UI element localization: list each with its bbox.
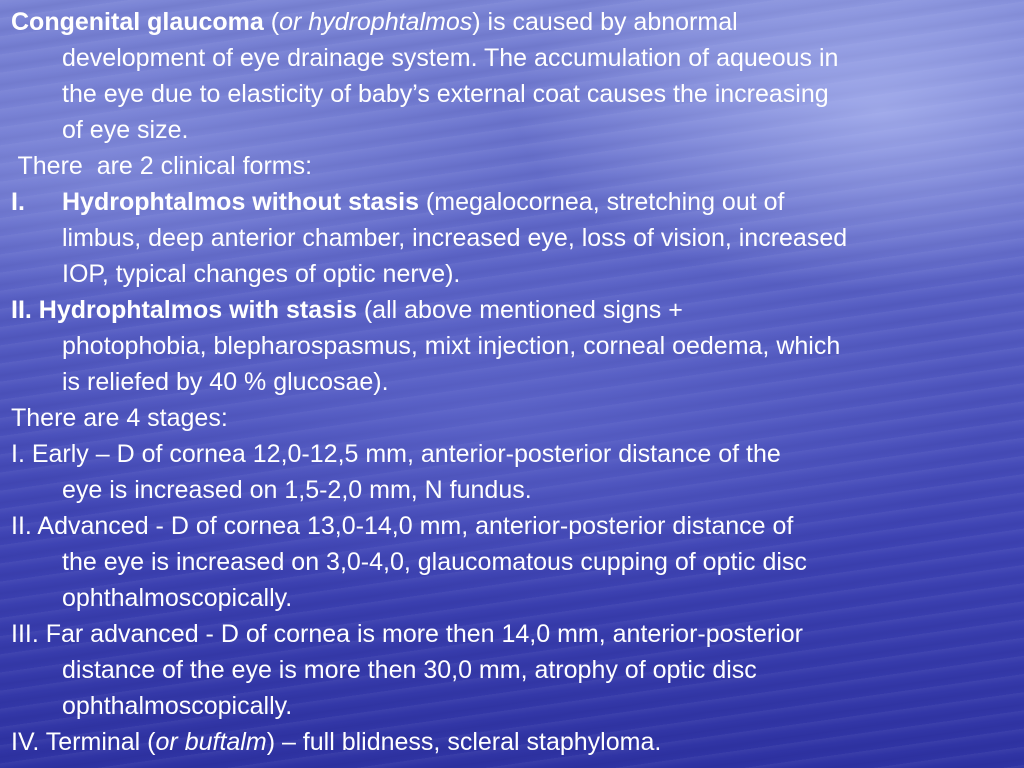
stage-3-line-3: ophthalmoscopically. (62, 692, 293, 720)
stage-4-rest: ) – full blidness, scleral staphyloma. (266, 728, 662, 756)
form-2-line-2: photophobia, blepharospasmus, mixt injection, corneal oedema, which (62, 332, 841, 360)
stages-intro: There are 4 stages: (11, 404, 228, 432)
intro-open-paren: ( (263, 8, 280, 36)
form-2-line-3: is reliefed by 40 % glucosae). (62, 368, 389, 396)
stage-2-line-3: ophthalmoscopically. (62, 584, 293, 612)
stage-1-line-2: eye is increased on 1,5-2,0 mm, N fundus. (62, 476, 532, 504)
intro-line-3: the eye due to elasticity of baby’s external coat causes the increasing (62, 80, 829, 108)
stage-3-line-2: distance of the eye is more then 30,0 mm, atrophy of optic disc (62, 656, 757, 684)
form-1-title: Hydrophtalmos without stasis (62, 188, 419, 216)
intro-rest: ) is caused by abnormal (472, 8, 738, 36)
alt-name-buftalm: or buftalm (155, 728, 267, 756)
term-congenital-glaucoma: Congenital glaucoma (11, 8, 264, 36)
form-2-rest: (all above mentioned signs + (356, 296, 683, 324)
forms-intro: There are 2 clinical forms: (11, 152, 313, 180)
form-1-line-1 (11, 184, 784, 220)
stage-2-line-2: the eye is increased on 3,0-4,0, glaucomatous cupping of optic disc (62, 548, 807, 576)
form-1-line-2: limbus, deep anterior chamber, increased eye, loss of vision, increased (62, 224, 848, 252)
form-1-line-3: IOP, typical changes of optic nerve). (62, 260, 461, 288)
intro-line-4: of eye size. (62, 116, 189, 144)
form-2-title: II. Hydrophtalmos with stasis (11, 296, 357, 324)
form-2-line-1 (11, 292, 683, 328)
intro-line-2: development of eye drainage system. The accumulation of aqueous in (62, 44, 839, 72)
stage-1-line-1: I. Early – D of cornea 12,0-12,5 mm, anterior-posterior distance of the (11, 440, 781, 468)
stage-2-line-1: II. Advanced - D of cornea 13,0-14,0 mm, anterior-posterior distance of (11, 512, 794, 540)
stage-4-prefix: IV. Terminal ( (11, 728, 156, 756)
alt-name-hydrophtalmos: or hydrophtalmos (279, 8, 473, 36)
form-1-number: I. (11, 188, 25, 216)
stage-3-line-1: III. Far advanced - D of cornea is more then 14,0 mm, anterior-posterior (11, 620, 804, 648)
stage-4-line-1 (11, 724, 661, 760)
intro-line-1 (11, 4, 738, 40)
form-1-rest: (megalocornea, stretching out of (418, 188, 785, 216)
